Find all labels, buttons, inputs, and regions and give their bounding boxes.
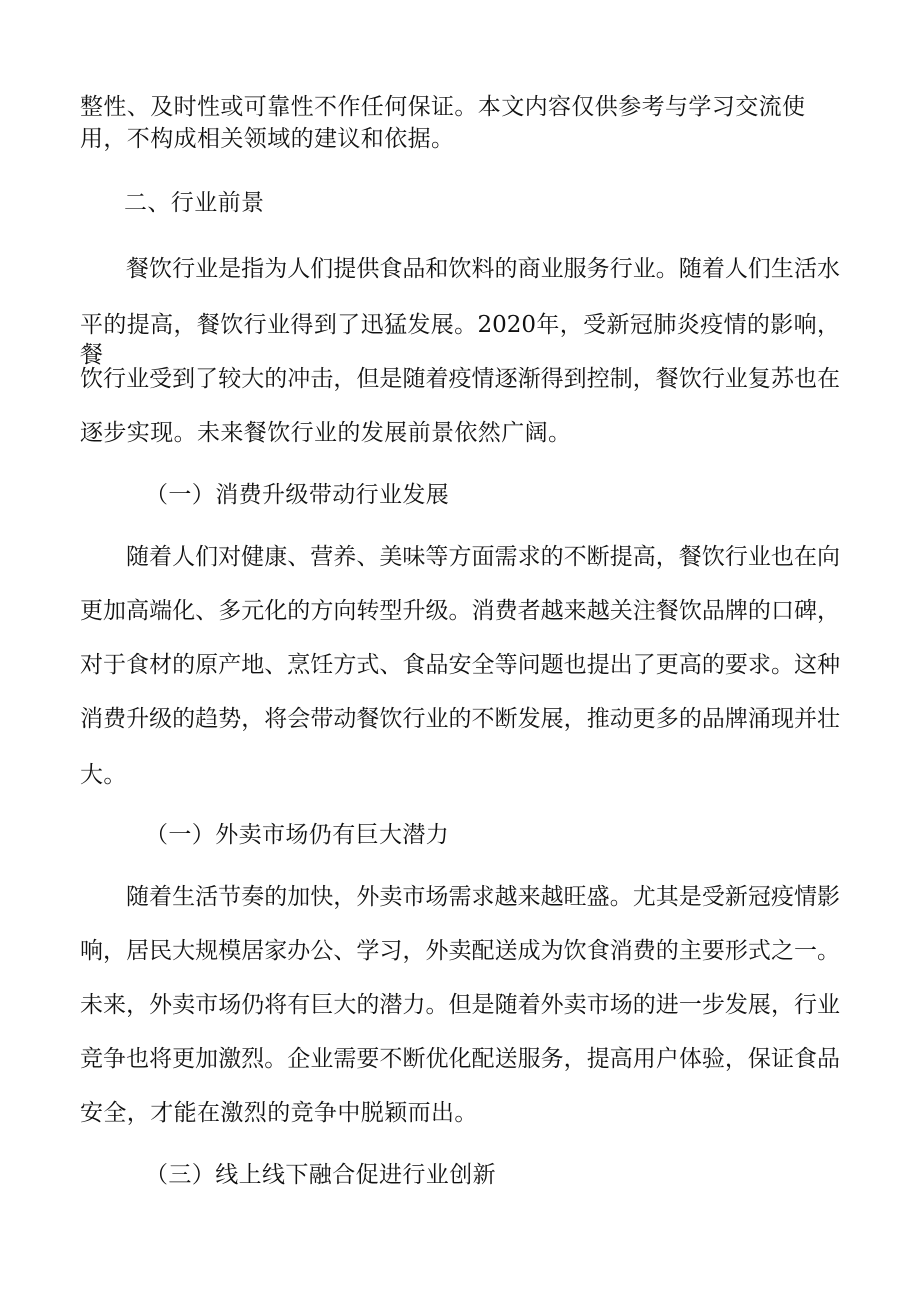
- paragraph2-line-5: 大。: [80, 762, 127, 788]
- paragraph1-line-1: 餐饮行业是指为人们提供食品和饮料的商业服务行业。随着人们生活水: [126, 256, 840, 282]
- paragraph3-line-5: 安全，才能在激烈的竞争中脱颖而出。: [80, 1100, 478, 1126]
- paragraph3-line-1: 随着生活节奏的加快，外卖市场需求越来越旺盛。尤其是受新冠疫情影: [126, 884, 840, 910]
- paragraph1-line-2: 平的提高，餐饮行业得到了迅猛发展。2020年，受新冠肺炎疫情的影响，餐: [80, 312, 840, 368]
- intro-line-1: 整性、及时性或可靠性不作任何保证。本文内容仅供参考与学习交流使: [80, 94, 806, 120]
- subheading-2: （一）外卖市场仍有巨大潜力: [145, 822, 450, 848]
- subheading-3: （三）线上线下融合促进行业创新: [145, 1162, 496, 1188]
- section-title: 二、行业前景: [124, 190, 265, 216]
- paragraph2-line-4: 消费升级的趋势，将会带动餐饮行业的不断发展，推动更多的品牌涌现并壮: [80, 706, 840, 732]
- paragraph1-line-3: 饮行业受到了较大的冲击，但是随着疫情逐渐得到控制，餐饮行业复苏也在: [80, 366, 840, 392]
- paragraph3-line-4: 竞争也将更加激烈。企业需要不断优化配送服务，提高用户体验，保证食品: [80, 1046, 840, 1072]
- paragraph2-line-3: 对于食材的原产地、烹饪方式、食品安全等问题也提出了更高的要求。这种: [80, 652, 840, 678]
- paragraph1-line-4: 逐步实现。未来餐饮行业的发展前景依然广阔。: [80, 420, 572, 446]
- paragraph2-line-2: 更加高端化、多元化的方向转型升级。消费者越来越关注餐饮品牌的口碑，: [80, 598, 840, 624]
- subheading-1: （一）消费升级带动行业发展: [145, 482, 450, 508]
- paragraph2-line-1: 随着人们对健康、营养、美味等方面需求的不断提高，餐饮行业也在向: [126, 544, 840, 570]
- paragraph3-line-2: 响，居民大规模居家办公、学习，外卖配送成为饮食消费的主要形式之一。: [80, 938, 840, 964]
- paragraph3-line-3: 未来，外卖市场仍将有巨大的潜力。但是随着外卖市场的进一步发展，行业: [80, 992, 840, 1018]
- intro-line-2: 用，不构成相关领域的建议和依据。: [80, 126, 455, 152]
